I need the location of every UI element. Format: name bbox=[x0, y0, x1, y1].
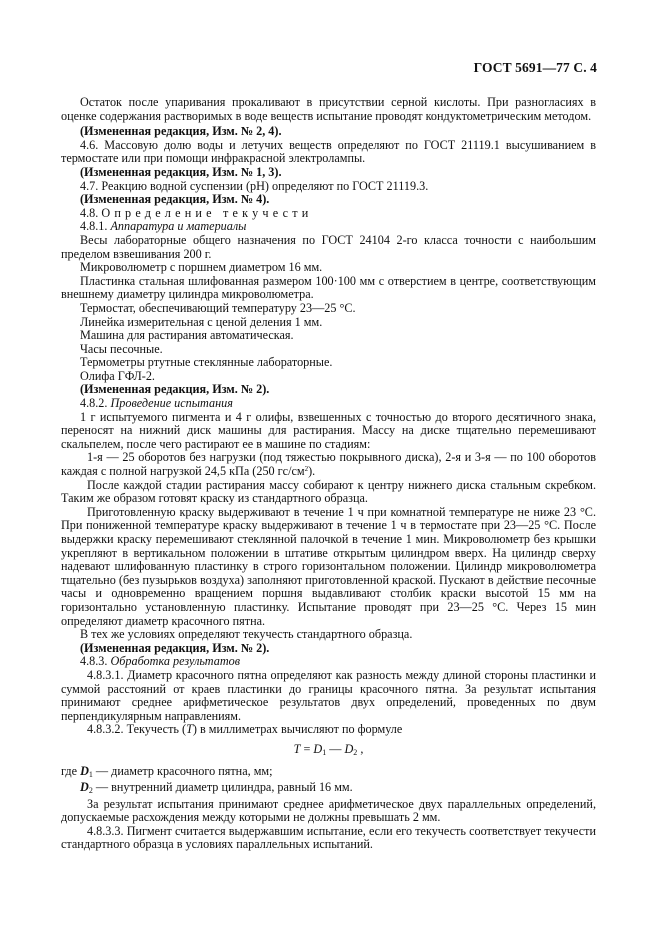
revision-note: (Измененная редакция, Изм. № 2). bbox=[80, 382, 270, 397]
test-procedure: После каждой стадии растирания массу собирают к центру нижнего диска стальным скребком. Таким же образом готовят краску из стандартного образца. bbox=[61, 477, 596, 506]
equipment-item: Термостат, обеспечивающий температуру 23—25 °С. bbox=[80, 300, 356, 315]
where-d2-text: — внутренний диаметр цилиндра, равный 16 мм. bbox=[92, 780, 353, 795]
section-title: Обработка результатов bbox=[110, 654, 241, 669]
var-d2-sub: 2 bbox=[88, 786, 93, 796]
variable: T bbox=[186, 722, 193, 737]
equipment-item: Часы песочные. bbox=[80, 341, 163, 356]
where-prefix: где bbox=[61, 763, 81, 778]
text: 4.8.3.2. Текучесть ( bbox=[87, 722, 187, 737]
equipment-item: Олифа ГФЛ-2. bbox=[80, 368, 155, 383]
equipment-item: Весы лабораторные общего назначения по ГОСТ 24104 2-го класса точности с наибольшим пределом взвешивания 200 г. bbox=[61, 232, 596, 261]
stages-text: 1-я — 25 оборотов без нагрузки (под тяжестью покрывного диска), 2-я и 3-я — по 100 оборотов каждая с полной нагрузкой 24,5 кПа (250 гс/см bbox=[61, 450, 596, 479]
test-procedure: В тех же условиях определяют текучесть стандартного образца. bbox=[80, 627, 413, 642]
test-stages bbox=[61, 451, 596, 478]
text: ) в миллиметрах вычисляют по формуле bbox=[192, 722, 403, 737]
revision-note: (Измененная редакция, Изм. № 1, 3). bbox=[80, 164, 282, 179]
test-procedure: 1 г испытуемого пигмента и 4 г олифы, взвешенных с точностью до второго десятичного знака, переносят на нижний диск машины для растирания. Массу на диске тщательно перемешивают скальпелем, после чего растирают ее в машине по стадиям: bbox=[61, 409, 596, 451]
section-4-8-1-heading bbox=[61, 220, 596, 234]
formula-lhs: T bbox=[293, 741, 301, 756]
where-d2 bbox=[61, 781, 596, 798]
section-4-7: 4.7. Реакцию водной суспензии (pH) определяют по ГОСТ 21119.3. bbox=[80, 178, 429, 193]
section-4-8-2-heading bbox=[61, 397, 596, 411]
superscript: 2 bbox=[304, 465, 309, 474]
test-procedure: Приготовленную краску выдерживают в течение 1 ч при комнатной температуре не ниже 23 °С. При пониженной температуре краску выдерживают в течение 1 ч в термостате при 23—25 °С. После выдержки краску перемешивают стеклянной палочкой в течение 1 мин. Микроволюметр без крышки укрепляют в вертикальном положении в штативе открытым цилиндром вверх. На цилиндр сверху надевают шлифованную пластинку в строго горизонтальном положении. Цилиндр микроволюметра тщательно (без пузырьков воздуха) заполняют приготовленной краской. Пускают в действие песочные часы и одновременно вращением поршня выдавливают столбик краски высотой 15 мм на горизонтально установленную пластинку. Испытание проводят при 23—25 °С. Через 15 мин определяют диаметр красочного пятна. bbox=[61, 504, 596, 628]
paragraph-residue: Остаток после упаривания прокаливают в присутствии серной кислоты. При разногласиях в оценке содержания растворимых в воде веществ испытание проводят кондуктометрическим методом. bbox=[61, 95, 596, 123]
where-d1 bbox=[61, 765, 596, 782]
formula bbox=[61, 743, 596, 760]
formula-d2: D bbox=[344, 741, 354, 756]
section-4-6: 4.6. Массовую долю воды и летучих веществ определяют по ГОСТ 21119.1 высушиванием в термостате или при помощи инфракрасной электролампы. bbox=[61, 137, 596, 166]
section-title: Проведение испытания bbox=[110, 396, 233, 411]
section-4-8-3-heading bbox=[61, 655, 596, 669]
equipment-item: Пластинка стальная шлифованная размером 100·100 мм с отверстием в центре, соответствующим внешнему диаметру цилиндра микроволюметра. bbox=[61, 273, 596, 302]
section-title: Аппаратура и материалы bbox=[110, 219, 247, 234]
equipment-item: Линейка измерительная с ценой деления 1 мм. bbox=[80, 314, 323, 329]
revision-note: (Измененная редакция, Изм. № 4). bbox=[80, 192, 270, 207]
page-header: ГОСТ 5691—77 С. 4 bbox=[473, 60, 597, 75]
section-number: 4.8.2. bbox=[80, 396, 108, 411]
section-number: 4.8.3. bbox=[80, 654, 108, 669]
section-4-8-3-1: 4.8.3.1. Диаметр красочного пятна определяют как разность между длиной стороны пластинки и суммой расстояний от краев пластинки до границы красочного пятна. За результат испытания принимают среднее арифметическое результатов двух определений, проведенных по двум перпендикулярным направлениям. bbox=[61, 667, 596, 723]
section-number: 4.8.1. bbox=[80, 219, 108, 234]
result-paragraph: За результат испытания принимают среднее арифметическое двух параллельных определений, допускаемые расхождения между которыми не должны превышать 2 мм. bbox=[61, 796, 596, 825]
formula-d1-sub: 1 bbox=[322, 747, 327, 757]
var-d1-sub: 1 bbox=[88, 769, 93, 779]
var-d2: D bbox=[80, 780, 89, 795]
stages-tail: ). bbox=[308, 464, 316, 479]
section-4-8-3-2 bbox=[61, 723, 596, 737]
formula-d2-sub: 2 bbox=[353, 747, 358, 757]
equipment-item: Машина для растирания автоматическая. bbox=[80, 328, 294, 343]
where-d1-text: — диаметр красочного пятна, мм; bbox=[92, 763, 273, 778]
formula-eq: = bbox=[300, 741, 314, 756]
formula-tail: , bbox=[357, 741, 364, 756]
var-d1: D bbox=[80, 763, 89, 778]
revision-note: (Измененная редакция, Изм. № 2). bbox=[80, 640, 270, 655]
section-4-8-heading bbox=[61, 207, 596, 221]
equipment-item: Микроволюметр с поршнем диаметром 16 мм. bbox=[80, 260, 323, 275]
revision-note: (Измененная редакция, Изм. № 2, 4). bbox=[80, 124, 282, 139]
formula-minus: — bbox=[326, 741, 345, 756]
section-number: 4.8. bbox=[80, 205, 99, 220]
section-4-8-3-3: 4.8.3.3. Пигмент считается выдержавшим испытание, если его текучесть соответствует текучести стандартного образца в условиях параллельных испытаний. bbox=[61, 823, 596, 852]
section-title: Определение текучести bbox=[101, 205, 313, 220]
equipment-item: Термометры ртутные стеклянные лабораторные. bbox=[80, 355, 333, 370]
formula-d1: D bbox=[313, 741, 323, 756]
document-body bbox=[61, 96, 596, 852]
